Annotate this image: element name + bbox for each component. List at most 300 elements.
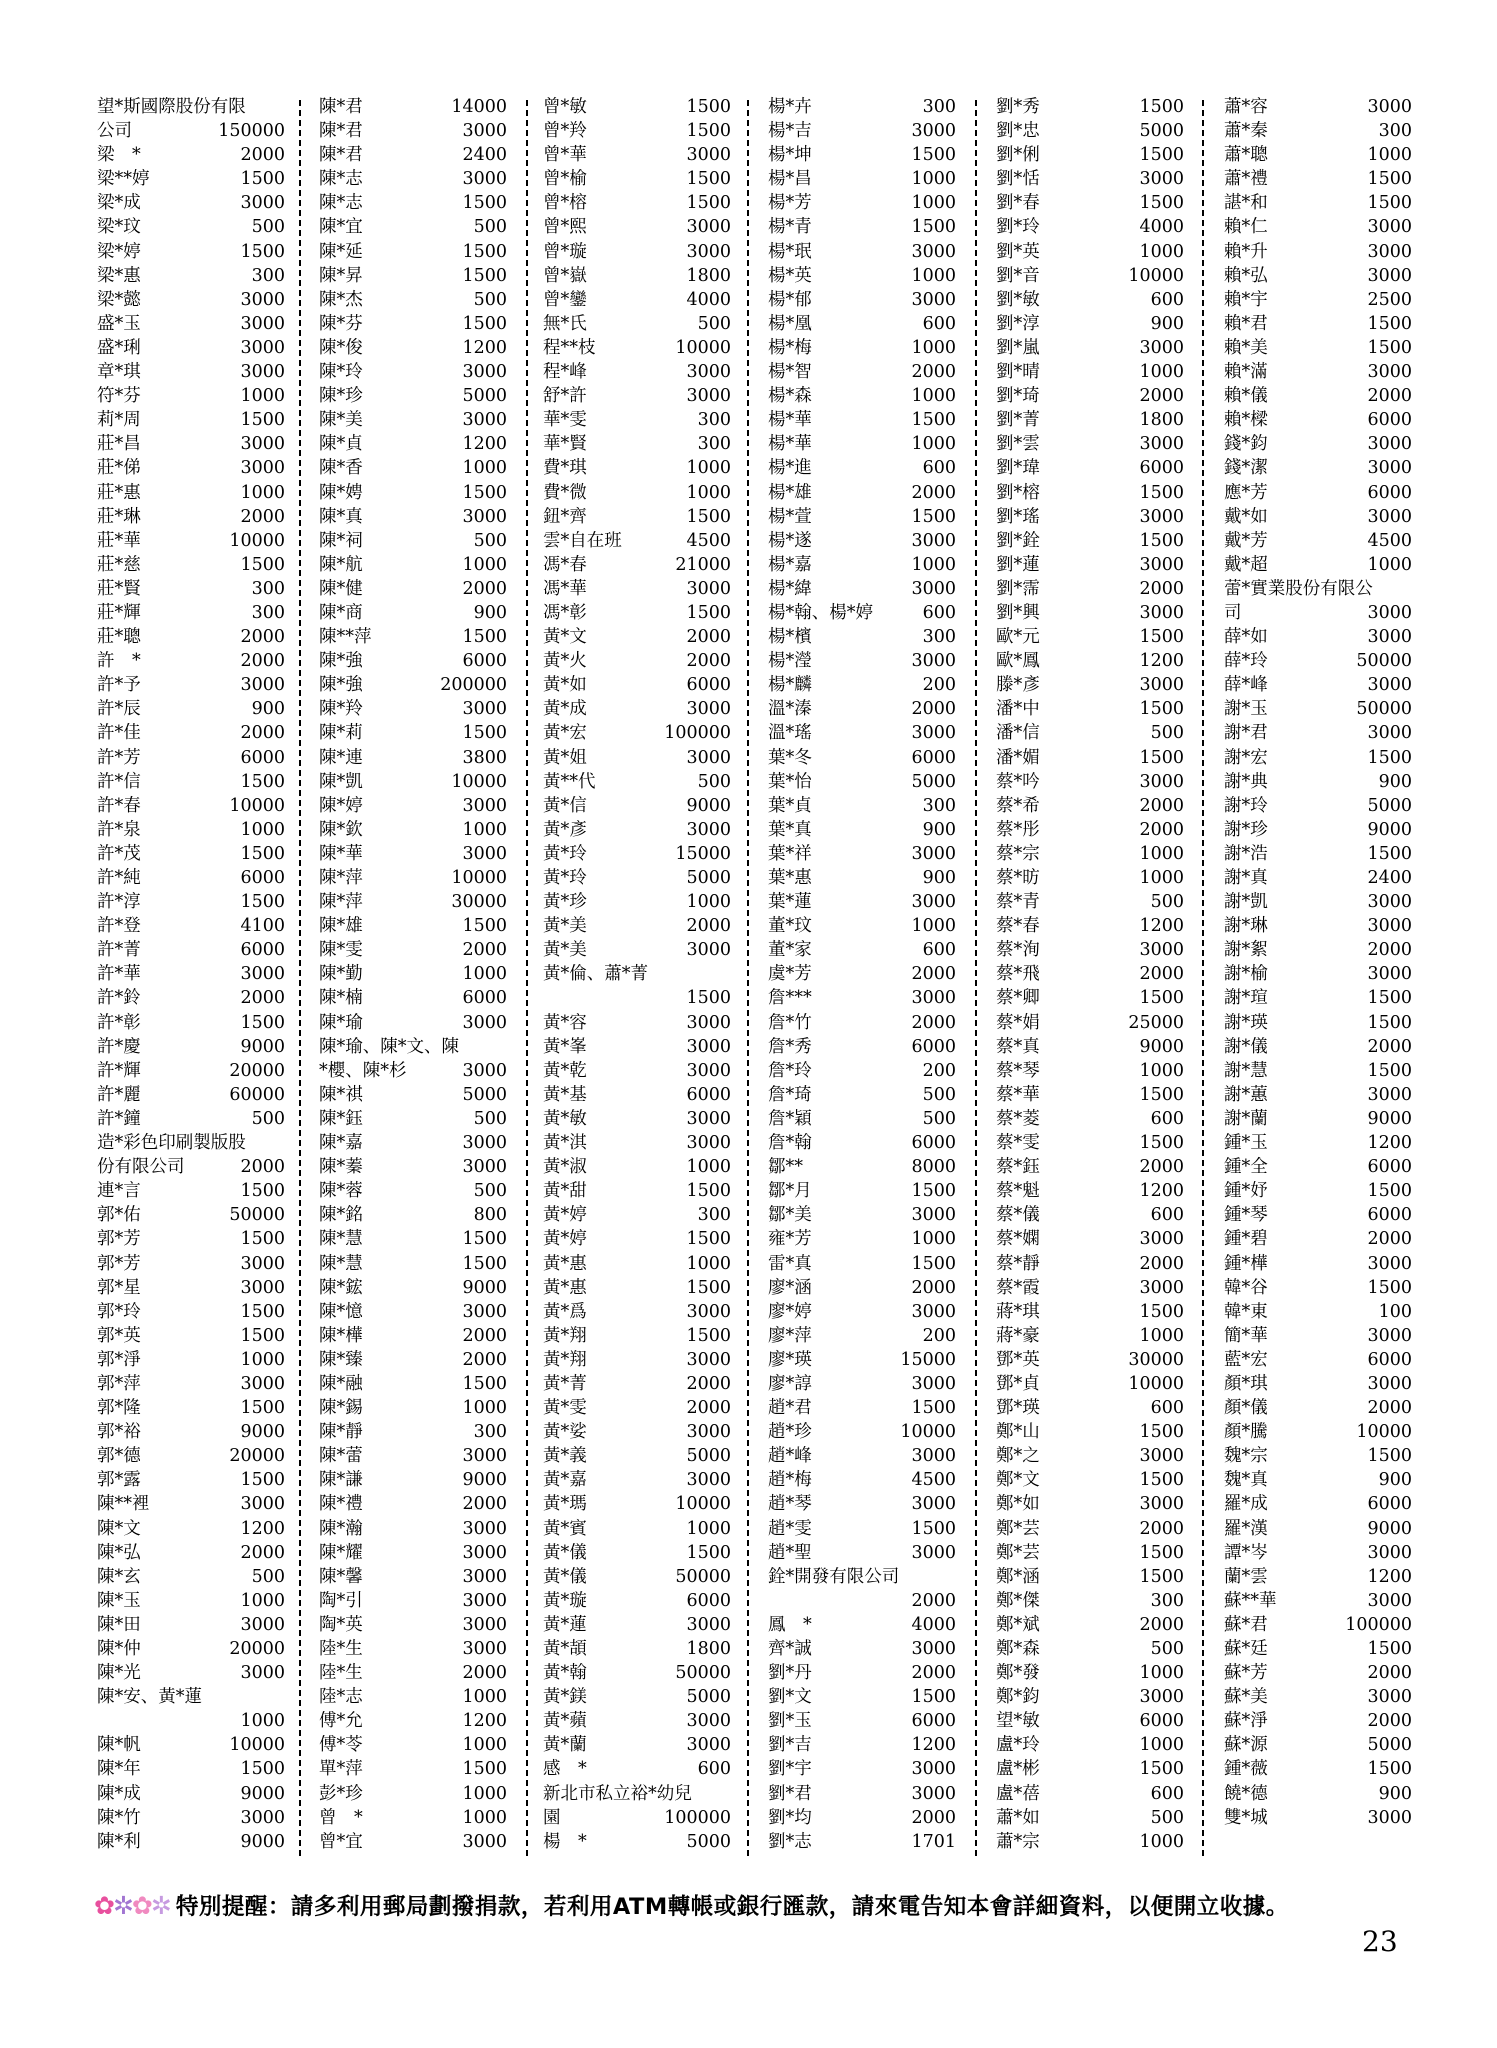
donor-row [996,625,1184,649]
donor-row [319,1444,507,1468]
donor-name: 羅*漢 [1224,1518,1268,1539]
donor-name: 楊*珉 [768,241,812,262]
donation-amount: 500 [473,1181,507,1202]
donor-row [1224,1709,1412,1733]
donor-row [97,1035,285,1059]
donor-name: 黃*乾 [543,1060,587,1081]
donation-amount: 3000 [1139,434,1184,455]
donor-row [768,649,956,673]
donor-row [319,938,507,962]
donor-row [768,215,956,239]
donor-name: 楊*華 [768,434,812,455]
donation-amount: 6000 [240,940,285,961]
donation-amount: 1500 [1139,1759,1184,1780]
donor-row [996,818,1184,842]
donor-row [768,288,956,312]
donor-name: 望*斯國際股份有限 [97,97,246,117]
donation-amount: 6000 [1367,1157,1412,1178]
donor-row [996,481,1184,505]
donation-amount: 1000 [240,1711,285,1732]
donor-row [768,312,956,336]
donor-row [97,601,285,625]
donor-name: 賴*升 [1224,241,1268,262]
donor-row [97,1396,285,1420]
donor-row [97,384,285,408]
donation-amount: 900 [251,699,285,720]
donation-amount: 500 [251,1566,285,1587]
donor-row [319,336,507,360]
donor-row [996,336,1184,360]
donor-name: 賴*弘 [1224,265,1268,286]
donation-amount: 3000 [1367,723,1412,744]
donor-name: 曾*榕 [543,193,587,214]
donor-name: 郭*芳 [97,1253,141,1274]
donation-amount: 2000 [1367,386,1412,407]
donation-amount: 1000 [911,169,956,190]
donor-row [768,1179,956,1203]
donation-amount: 1000 [1139,362,1184,383]
donor-row [996,649,1184,673]
donation-amount: 9000 [240,1783,285,1804]
donor-name: 楊*青 [768,217,812,238]
donor-name: 盧*蓓 [996,1783,1040,1804]
donor-row [543,818,731,842]
donation-amount: 1000 [1139,1831,1184,1852]
donor-name: 馮*春 [543,554,587,575]
donation-amount: 1500 [686,506,731,527]
donation-amount: 1000 [1367,554,1412,575]
donor-name: 陳*蓁 [319,1157,363,1178]
donor-name: 鍾*碧 [1224,1229,1268,1250]
donation-amount: 1500 [462,482,507,503]
donation-amount: 2000 [686,916,731,937]
donation-amount: 300 [922,97,956,117]
donor-row [319,890,507,914]
donation-amount: 3000 [1367,675,1412,696]
donor-name: 蔡*嫻 [996,1229,1040,1250]
donor-name: 黃*淇 [543,1133,587,1154]
donation-amount: 1500 [1367,1446,1412,1467]
donor-row [97,673,285,697]
donor-row [319,288,507,312]
donor-row [97,818,285,842]
donor-row [1224,1203,1412,1227]
donor-name: 薛*峰 [1224,675,1268,696]
donor-row [1224,1276,1412,1300]
donor-row [97,1227,285,1251]
donation-amount: 3000 [240,313,285,334]
donation-amount: 5000 [1367,1735,1412,1756]
donor-name: 劉*均 [768,1807,812,1828]
donation-amount: 1500 [911,1398,956,1419]
donor-row [319,1806,507,1830]
donor-row [543,553,731,577]
donation-amount: 3000 [240,337,285,358]
donor-row [1224,143,1412,167]
donor-row [97,1131,285,1155]
donation-amount: 2000 [1367,1036,1412,1057]
donor-row [768,481,956,505]
donor-row [996,1324,1184,1348]
donation-amount: 3000 [686,1614,731,1635]
donation-amount: 1500 [462,1229,507,1250]
donor-name: 黃*信 [543,795,587,816]
donor-name: 黃*嘉 [543,1470,587,1491]
donation-amount: 3000 [462,1518,507,1539]
donor-row [768,1517,956,1541]
donor-row [1224,312,1412,336]
donor-name: 陳*瑜、陳*文、陳 [319,1036,459,1057]
donor-name: 詹*穎 [768,1108,812,1129]
donor-row [97,1806,285,1830]
donation-amount: 300 [251,602,285,623]
donation-amount: 3000 [1367,97,1412,117]
donor-row [319,1613,507,1637]
donor-row [1224,432,1412,456]
donor-name: 黃*玲 [543,843,587,864]
donor-row [996,1589,1184,1613]
donor-name: 梁*婷 [97,241,141,262]
donor-row [1224,1444,1412,1468]
donor-row [768,1059,956,1083]
donor-name: 陳*嘉 [319,1133,363,1154]
donation-amount: 1500 [462,193,507,214]
donation-amount: 2000 [1367,1663,1412,1684]
donor-name: 雙*城 [1224,1807,1268,1828]
donor-row [543,1179,731,1203]
donor-name: 楊*昌 [768,169,812,190]
donor-name: 陳*樺 [319,1325,363,1346]
donor-row [97,1589,285,1613]
donation-amount: 500 [473,530,507,551]
donation-amount: 500 [697,313,731,334]
donation-amount: 3000 [686,145,731,166]
donation-amount: 3000 [686,1735,731,1756]
donor-name: 鄧*瑛 [996,1398,1040,1419]
donor-name: 鄭*鈞 [996,1687,1040,1708]
donation-amount: 1500 [1139,1133,1184,1154]
donor-name: 鍾*樺 [1224,1253,1268,1274]
donor-name: 黃*賓 [543,1518,587,1539]
donation-amount: 800 [473,1205,507,1226]
donor-row [1224,1565,1412,1589]
donation-amount: 5000 [462,386,507,407]
donor-name: 陳*瑜 [319,1012,363,1033]
donor-name: 韓*東 [1224,1301,1268,1322]
donor-name: 鄭*斌 [996,1614,1040,1635]
donation-amount: 1000 [462,554,507,575]
donation-amount: 6000 [1367,1494,1412,1515]
donor-row [543,1155,731,1179]
donor-row [996,842,1184,866]
donor-row [543,1276,731,1300]
donor-row [996,866,1184,890]
donor-row [97,1757,285,1781]
donation-amount: 1500 [240,1470,285,1491]
donation-amount: 1000 [240,1590,285,1611]
donor-row [319,1348,507,1372]
donor-name: 陳*弘 [97,1542,141,1563]
donor-row [543,770,731,794]
donation-amount: 3000 [1367,1325,1412,1346]
donation-amount: 3000 [1139,771,1184,792]
donation-amount: 3000 [1139,1446,1184,1467]
donation-amount: 3000 [1367,1542,1412,1563]
donor-name: 陳*臻 [319,1349,363,1370]
donor-name: 鄒*月 [768,1181,812,1202]
donor-row [319,866,507,890]
donation-amount: 3000 [1139,940,1184,961]
donation-amount: 300 [697,434,731,455]
donation-amount: 3000 [686,1349,731,1370]
donor-row [996,264,1184,288]
donor-row [97,1613,285,1637]
donor-name: 楊*坤 [768,145,812,166]
donor-name: 曾*鑾 [543,289,587,310]
donor-row [97,1541,285,1565]
donation-amount: 2000 [1367,940,1412,961]
donation-amount: 1000 [240,386,285,407]
donation-amount: 1500 [1367,1759,1412,1780]
donor-name: 鍾*琴 [1224,1205,1268,1226]
donor-name: 陳*光 [97,1663,141,1684]
donation-amount: 3000 [462,1133,507,1154]
donation-amount: 3000 [462,843,507,864]
donor-row [1224,818,1412,842]
donor-name: 梁*玟 [97,217,141,238]
donation-amount: 3000 [1139,1277,1184,1298]
donor-row [996,1155,1184,1179]
donation-amount: 200 [922,1060,956,1081]
donation-amount: 1000 [462,1398,507,1419]
donation-amount: 3000 [1367,1253,1412,1274]
donor-row [319,721,507,745]
donation-amount: 500 [473,1108,507,1129]
donor-name: 蔡*洵 [996,940,1040,961]
donor-name: 趙*峰 [768,1446,812,1467]
donor-name: 黃*珍 [543,892,587,913]
donor-row [97,1276,285,1300]
donor-name: 許 * [97,651,141,672]
donor-name: 賴*樑 [1224,410,1268,431]
donor-row [996,529,1184,553]
donor-row [543,1252,731,1276]
donation-amount: 1000 [686,1157,731,1178]
donor-name: 陳**裡 [97,1494,150,1515]
donor-row [768,191,956,215]
donor-name: 新北市私立裕*幼兒 [543,1783,692,1804]
donor-name: 陳*銘 [319,1205,363,1226]
donor-name: 董*玟 [768,916,812,937]
donation-amount: 2400 [462,145,507,166]
donor-row [1224,1468,1412,1492]
donor-name: 葉*真 [768,819,812,840]
donation-amount: 10000 [900,1422,956,1443]
donor-name: 蕭*秦 [1224,121,1268,142]
donor-row [97,914,285,938]
donor-row [97,505,285,529]
donation-amount: 2000 [462,1494,507,1515]
donor-row [97,264,285,288]
donation-amount: 10000 [229,530,285,551]
donor-row [1224,1131,1412,1155]
donor-name: 劉*瑋 [996,458,1040,479]
donor-row [543,1637,731,1661]
donation-amount: 1500 [1367,193,1412,214]
donor-name: 許*春 [97,795,141,816]
donor-row [97,1372,285,1396]
donation-amount: 10000 [1356,1422,1412,1443]
donor-row [543,529,731,553]
donation-amount: 3000 [462,1012,507,1033]
donation-amount: 6000 [686,1084,731,1105]
donor-row [319,1589,507,1613]
donor-name: 曾*宜 [319,1831,363,1852]
donation-amount: 3000 [240,289,285,310]
donor-name: 劉*秀 [996,97,1040,117]
donor-row [543,842,731,866]
donation-amount: 1500 [911,145,956,166]
donation-amount: 3000 [686,1422,731,1443]
donor-row [1224,456,1412,480]
donor-row [97,1179,285,1203]
donor-name: 陳*雄 [319,916,363,937]
footer-reminder [94,1889,1289,1921]
donor-name: 陳*鈺 [319,1108,363,1129]
donation-amount: 1500 [911,1253,956,1274]
donor-row [319,914,507,938]
donor-row [996,1757,1184,1781]
donor-name: 符*芬 [97,386,141,407]
donor-name: 顏*琪 [1224,1373,1268,1394]
donor-row [97,794,285,818]
donor-row [97,962,285,986]
donation-amount: 3000 [240,1614,285,1635]
donor-row [996,215,1184,239]
donor-row [543,456,731,480]
donor-name: 詹*翰 [768,1133,812,1154]
donation-amount: 3000 [1367,1373,1412,1394]
donor-name: 鄭*文 [996,1470,1040,1491]
donor-name: 謝*榆 [1224,964,1268,985]
donor-name: 楊*吉 [768,121,812,142]
donor-row [319,1131,507,1155]
donor-name: 蔡*霞 [996,1277,1040,1298]
donor-name: 陳*田 [97,1614,141,1635]
donation-amount: 6000 [911,1036,956,1057]
donor-name: 趙*雯 [768,1518,812,1539]
donor-name: 莊*惠 [97,482,141,503]
donor-name: 劉*文 [768,1687,812,1708]
donor-name: 蕭*聰 [1224,145,1268,166]
donor-name: 鄭*傑 [996,1590,1040,1611]
donor-name: 蕾*實業股份有限公 [1224,578,1373,599]
donor-row [543,1348,731,1372]
donor-name: 詹*琦 [768,1084,812,1105]
donor-row [319,1396,507,1420]
donor-name: 許*鐘 [97,1108,141,1129]
donation-amount: 300 [697,410,731,431]
donor-row [768,1661,956,1685]
donor-name: 陳*帆 [97,1735,141,1756]
donor-name: 馮*彰 [543,602,587,623]
donor-row [319,1179,507,1203]
donor-name: 黃*翔 [543,1349,587,1370]
donor-row [996,360,1184,384]
donor-name: 蔡*希 [996,795,1040,816]
donor-row [768,1589,956,1613]
donor-name: 楊*雄 [768,482,812,503]
donor-row [768,1685,956,1709]
donor-row [97,1348,285,1372]
donor-name: 黃*蘋 [543,1711,587,1732]
column-separator-2 [526,100,528,1856]
donation-amount: 300 [697,1205,731,1226]
donor-name: 陳*玉 [97,1590,141,1611]
donor-row [543,721,731,745]
donor-row [319,408,507,432]
donor-name: 陳*強 [319,651,363,672]
donor-name: 謝*真 [1224,868,1268,888]
donor-name: 劉*晴 [996,362,1040,383]
donor-row [1224,1324,1412,1348]
donor-row [543,1468,731,1492]
donor-name: 賴*仁 [1224,217,1268,238]
donor-column-2 [319,95,507,1854]
donor-row [97,119,285,143]
donor-name: 黃*翔 [543,1325,587,1346]
donor-name: 陳*玲 [319,362,363,383]
donor-row [1224,1155,1412,1179]
donation-amount: 3000 [462,169,507,190]
donation-amount: 3000 [686,699,731,720]
donation-amount: 3000 [240,1663,285,1684]
donor-row [768,167,956,191]
donation-amount: 200 [922,675,956,696]
donor-row [996,962,1184,986]
donor-row [97,721,285,745]
donor-row [996,505,1184,529]
donor-name: 溫*溱 [768,699,812,720]
donation-amount: 1500 [1367,1639,1412,1659]
donor-name: 陳*君 [319,145,363,166]
donor-row [996,673,1184,697]
donation-amount: 1000 [911,265,956,286]
donor-name: 溫*瑤 [768,723,812,744]
donor-name: 簡*華 [1224,1325,1268,1346]
donation-amount: 1500 [1139,1422,1184,1443]
donation-amount: 2000 [1139,1614,1184,1635]
donation-amount: 9000 [1367,1518,1412,1539]
donor-row [1224,167,1412,191]
donor-name: 廖*諄 [768,1373,812,1394]
donor-name: 魏*宗 [1224,1446,1268,1467]
donor-name: 劉*俐 [996,145,1040,166]
donation-amount: 3000 [686,1470,731,1491]
donor-name: 許*彰 [97,1012,141,1033]
donor-row [996,986,1184,1010]
donor-name: 費*琪 [543,458,587,479]
donor-name: 盧*彬 [996,1759,1040,1780]
donor-name: 陳*利 [97,1831,141,1852]
donor-name: 陳*祠 [319,530,363,551]
donor-row [996,1661,1184,1685]
donor-row [97,1709,285,1733]
donation-amount: 3000 [1139,169,1184,190]
donor-name: 蔣*豪 [996,1325,1040,1346]
donor-row [543,1203,731,1227]
donor-name: 劉*榕 [996,482,1040,503]
